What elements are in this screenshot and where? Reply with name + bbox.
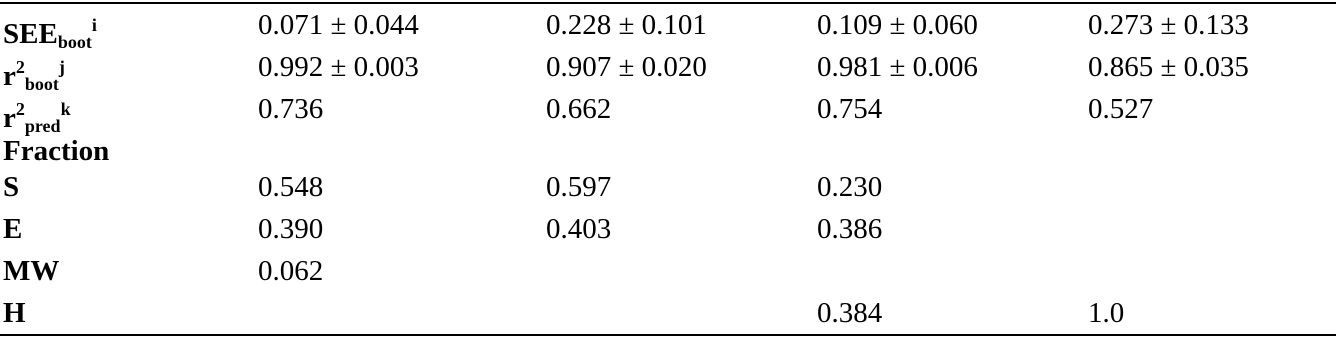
table-cell: 0.386 — [817, 213, 883, 245]
table-cell: 0.754 — [817, 93, 883, 125]
table-cell: 1.0 — [1088, 297, 1125, 329]
table-cell: 0.390 — [258, 213, 324, 245]
table-cell: 0.384 — [817, 297, 883, 329]
table-cell: 0.865 ± 0.035 — [1088, 51, 1249, 83]
table-cell: 0.992 ± 0.003 — [258, 51, 419, 83]
section-heading-fraction: Fraction — [3, 135, 110, 167]
table-row-see-boot — [0, 4, 1336, 52]
table-cell: 0.228 ± 0.101 — [546, 9, 707, 41]
table-cell: 0.548 — [258, 171, 324, 203]
table-cell: 0.109 ± 0.060 — [817, 9, 978, 41]
table-cell: 0.907 ± 0.020 — [546, 51, 707, 83]
table-cell: 0.071 ± 0.044 — [258, 9, 419, 41]
table-bottom-rule — [0, 334, 1336, 336]
table-row-e — [0, 208, 1336, 250]
table-row-r2-boot — [0, 46, 1336, 94]
table-row-s — [0, 166, 1336, 208]
row-label-mw: MW — [3, 255, 60, 287]
table-row-mw — [0, 250, 1336, 292]
row-label-see-boot: $SEE_{boot}^i$ — [3, 15, 97, 52]
row-label-h: H — [3, 297, 26, 329]
table-row-r2-pred — [0, 88, 1336, 136]
row-label-s: S — [3, 171, 20, 203]
row-label-r2-boot: $r^2_{boot}^j$ — [3, 57, 65, 94]
table-row-h — [0, 292, 1336, 334]
row-label-e: E — [3, 213, 23, 245]
row-label-r2-pred: $r^2_{pred}^k$ — [3, 99, 71, 136]
table-cell: 0.273 ± 0.133 — [1088, 9, 1249, 41]
table-cell: 0.527 — [1088, 93, 1154, 125]
table-cell: 0.062 — [258, 255, 324, 287]
table-cell: 0.981 ± 0.006 — [817, 51, 978, 83]
table-cell: 0.230 — [817, 171, 883, 203]
table-cell: 0.403 — [546, 213, 612, 245]
table-cell: 0.662 — [546, 93, 612, 125]
table-cell: 0.736 — [258, 93, 324, 125]
table-cell: 0.597 — [546, 171, 612, 203]
